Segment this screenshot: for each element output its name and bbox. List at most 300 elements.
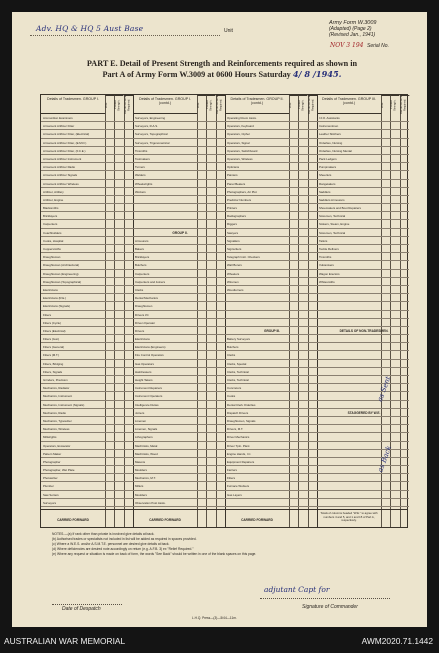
trade-label: Pattern Maker	[43, 451, 62, 456]
trade-label: Driver-Operator	[135, 320, 156, 325]
trade-label: Cooks	[227, 394, 236, 399]
carried-forward: CARRIED FORWARD	[133, 509, 197, 529]
trade-label: Electricians (R.E.)	[43, 296, 67, 301]
table-row	[317, 180, 409, 188]
table-row	[41, 499, 133, 507]
table-row	[41, 335, 133, 343]
title-date-suffix: 5.	[332, 69, 342, 79]
title-line-1: PART E. Detail of Present Strength and Reinforcements required as shown in	[86, 59, 358, 68]
trade-label: Leather Stitchers	[319, 132, 341, 137]
trade-label: Drivers	[135, 328, 145, 333]
column-header: Details of Tradesmen. GROUP II. (contd.)	[225, 95, 289, 114]
archive-id: AWM2020.71.1442	[361, 636, 433, 646]
trade-label: Saw Sorters	[43, 492, 59, 497]
trade-label: Gas Layers	[227, 492, 242, 497]
table-row	[133, 237, 225, 245]
form-title	[42, 58, 402, 80]
trade-label: Storemen, Technical	[319, 214, 346, 219]
table-row	[41, 253, 133, 261]
dispatch-label: Date of Despatch	[62, 606, 101, 612]
trade-label: Surveyors, Trigonometrical	[135, 140, 170, 145]
column-header: Details of Tradesmen. GROUP I.	[41, 95, 105, 114]
table-row	[317, 196, 409, 204]
table-row	[225, 409, 317, 417]
trade-label: Opticians	[227, 165, 240, 170]
table-row	[41, 278, 133, 286]
stat-column-header: Reinforcements Required.	[216, 95, 225, 114]
trade-label: Signallers	[227, 238, 240, 243]
table-row	[133, 171, 225, 179]
trade-label: Mechanics, Radio	[43, 410, 66, 415]
trade-label: Bricklayers	[135, 255, 150, 260]
trade-label: Orderlies, Nursing Mental	[319, 148, 352, 153]
trade-list	[41, 114, 133, 507]
table-row	[225, 130, 317, 138]
table-row	[41, 171, 133, 179]
trade-label: Dispatch Drivers	[227, 410, 249, 415]
trade-label: Joiners	[135, 410, 145, 415]
trade-label: Rangetakers	[319, 181, 336, 186]
trade-label: Lithographers	[135, 435, 153, 440]
table-row	[225, 368, 317, 376]
trade-label: Armament Artificer Fitter, (F.C.E.)	[43, 148, 86, 153]
table-row	[225, 376, 317, 384]
table-row	[225, 245, 317, 253]
table-row	[225, 122, 317, 130]
trade-label: Radiographers	[227, 214, 246, 219]
trade-label: Coppersmiths	[43, 247, 61, 251]
trade-label: Pumpmakers	[319, 165, 337, 170]
trade-label: Fitters (Cycle)	[43, 320, 61, 325]
table-row	[133, 343, 225, 351]
table-row	[317, 335, 409, 343]
trade-label: Butchers	[135, 263, 147, 268]
trade-label: Vulcanisers	[319, 263, 334, 268]
trade-label: Fitters, Bridging	[43, 361, 64, 366]
table-row	[133, 253, 225, 261]
trade-label: Shoemakers and Boot Repairers	[319, 206, 361, 211]
trade-label: Sheerlers	[319, 173, 332, 178]
trade-label: Moulders	[135, 492, 147, 497]
table-row	[225, 466, 317, 474]
trade-label: Mechanics, Radiator	[43, 386, 70, 391]
trade-label: Draughtsmen	[135, 304, 153, 309]
stat-column-header: Posted Strength.	[298, 95, 307, 114]
table-row	[317, 417, 409, 425]
date-stamp: NOV 3 194	[330, 42, 364, 49]
stat-column-header: Reinforcements Required.	[308, 95, 317, 114]
table-row	[225, 180, 317, 188]
table-row	[225, 302, 317, 310]
table-row	[225, 351, 317, 359]
table-row	[225, 335, 317, 343]
table-row	[225, 220, 317, 228]
table-row	[225, 343, 317, 351]
trade-label: Bakers	[135, 247, 144, 251]
table-row	[317, 294, 409, 302]
trade-label: Electricians	[135, 337, 150, 342]
table-row	[317, 286, 409, 294]
trade-label: Armament Artificer Signals	[43, 173, 78, 178]
table-row	[41, 180, 133, 188]
table-row	[133, 425, 225, 433]
table-row	[41, 319, 133, 327]
trade-label: Plumber	[43, 484, 54, 489]
table-row	[133, 458, 225, 466]
table-row	[133, 466, 225, 474]
trade-label: Predictor Numbers	[227, 197, 252, 202]
table-row	[317, 220, 409, 228]
column-header: Details of Tradesmen. GROUP I. (contd.)	[133, 95, 197, 114]
trade-label: Saddlers	[319, 189, 331, 194]
trade-label: Wheelers	[227, 271, 240, 276]
table-row	[133, 278, 225, 286]
handwritten-note: as Back	[376, 444, 394, 474]
title-prefix: Part A of Army Form W.3009 at 0600 Hours Saturday	[102, 70, 291, 79]
trade-label: Instrument Operators	[135, 394, 163, 399]
trade-label: Bricklayers	[43, 214, 58, 219]
table-row	[317, 319, 409, 327]
table-row	[133, 499, 225, 507]
trade-label: Electricians (Engineers)	[135, 345, 166, 350]
table-row	[133, 368, 225, 376]
trade-label: Furnace Workers	[227, 484, 250, 489]
trades-table	[40, 94, 408, 528]
table-row	[133, 196, 225, 204]
trade-label: Tinsmiths	[319, 255, 332, 260]
trade-label: I.F.O. Assistants	[319, 116, 340, 120]
table-row	[225, 261, 317, 269]
table-row	[133, 409, 225, 417]
table-row	[317, 237, 409, 245]
trade-label: Storemen, Technical	[319, 230, 346, 235]
table-row	[317, 188, 409, 196]
table-row	[133, 180, 225, 188]
table-row	[133, 433, 225, 441]
trade-label: Workers	[135, 189, 146, 194]
trade-label: Dental Mechanics	[135, 296, 158, 301]
table-row	[225, 384, 317, 392]
note-line: (e) Where any request or situation is made on back of form, the words "See Back" should be written in one of the blank spaces on this page.	[52, 552, 257, 556]
trade-label: Fitters, Signals	[43, 369, 63, 374]
table-row	[225, 360, 317, 368]
archive-caption	[0, 632, 439, 653]
table-row	[133, 245, 225, 253]
trade-label: Electricians	[43, 287, 58, 292]
trade-label: Wiremen	[227, 279, 239, 284]
trade-list	[133, 114, 225, 507]
form-sheet	[12, 12, 427, 627]
trade-label: Hairdressers	[135, 369, 152, 374]
trade-label: Fitters (Electrical)	[43, 328, 66, 333]
table-row	[317, 261, 409, 269]
table-row	[133, 261, 225, 269]
trade-label: Farriers	[227, 468, 237, 473]
table-row	[41, 188, 133, 196]
notes-block	[52, 532, 382, 557]
trade-label: Armament Artificer Wireless	[43, 181, 79, 186]
table-row	[41, 491, 133, 499]
table-row	[133, 450, 225, 458]
trade-label: Mechanics, Instrument	[43, 394, 73, 399]
trade-label: Whitesmiths	[319, 279, 335, 284]
trade-label: GROUP III.	[263, 328, 281, 333]
table-row	[317, 433, 409, 441]
serial-label: Serial No.	[367, 43, 389, 49]
table-row	[317, 130, 409, 138]
trade-label: Moulders	[135, 468, 147, 473]
table-row	[225, 491, 317, 499]
table-row	[317, 384, 409, 392]
table-row	[133, 155, 225, 163]
table-row	[225, 474, 317, 482]
trade-list	[317, 114, 409, 507]
stat-column-header: Posted Strength.	[114, 95, 123, 114]
table-row	[317, 392, 409, 400]
table-row	[133, 491, 225, 499]
trade-label: Painters	[227, 173, 238, 178]
table-row	[133, 319, 225, 327]
trade-label: Gas Operators	[135, 361, 154, 366]
trade-label: Artificer, Artillery	[43, 189, 64, 194]
trade-label: Operators, Switchboard	[227, 148, 258, 153]
table-row	[317, 351, 409, 359]
trade-label: Machinists, Wood	[135, 451, 158, 456]
table-row	[41, 409, 133, 417]
table-row	[133, 442, 225, 450]
handwritten-note: as Sent	[375, 375, 393, 403]
trade-label: Fitters (M.T.)	[43, 353, 60, 358]
table-row	[317, 401, 409, 409]
trade-label: Pack Ledgers	[319, 156, 337, 161]
carried-divider	[41, 509, 407, 510]
table-row	[41, 482, 133, 490]
table-row	[225, 401, 317, 409]
table-row	[133, 204, 225, 212]
table-row	[317, 360, 409, 368]
trade-label: Fitters	[43, 312, 52, 317]
table-row	[133, 270, 225, 278]
trade-label: Millers	[135, 484, 144, 489]
trade-label: Instrument Repairers	[135, 386, 162, 391]
trade-label: Height Takers	[135, 378, 153, 382]
trade-label: Photographer, Wet Plate	[43, 468, 75, 473]
trade-label: Ammunition Examiners	[43, 116, 73, 120]
trade-label: Carpenters	[43, 222, 58, 227]
table-row	[317, 327, 409, 335]
carried-forward: CARRIED FORWARD	[41, 509, 105, 529]
trade-label: Surveyors, Engineering	[135, 116, 166, 120]
table-row	[41, 442, 133, 450]
trade-label: Tailors	[319, 238, 328, 243]
table-row	[41, 425, 133, 433]
table-row	[41, 139, 133, 147]
dispatch-line	[52, 604, 122, 605]
table-row	[225, 188, 317, 196]
trade-label: Butchers	[227, 345, 239, 350]
table-row	[225, 237, 317, 245]
table-row	[41, 163, 133, 171]
table-row	[317, 458, 409, 466]
table-row	[41, 212, 133, 220]
table-row	[317, 270, 409, 278]
table-row	[225, 155, 317, 163]
totals-note: Totals of columns headed "W.E." to agree with numbers 4 and 5, and 1 and 15 of Part A, respectively.	[317, 509, 381, 529]
table-row	[133, 212, 225, 220]
table-row	[133, 188, 225, 196]
stat-column-header: W.E.	[105, 95, 114, 114]
table-row	[317, 204, 409, 212]
table-row	[225, 311, 317, 319]
table-row	[41, 466, 133, 474]
table-row	[133, 327, 225, 335]
trade-label: Draughtsman	[43, 255, 61, 260]
trade-label: Linemen, Signals	[135, 427, 158, 432]
table-row	[317, 450, 409, 458]
trade-label: Observation Post Assts.	[135, 500, 166, 505]
trade-label: DETAILS OF NON-TRADESMEN.	[339, 328, 389, 333]
table-row	[317, 482, 409, 490]
stat-column-header: Posted Strength.	[206, 95, 215, 114]
table-row	[225, 425, 317, 433]
table-row	[317, 474, 409, 482]
table-row	[225, 171, 317, 179]
trade-label: Carpenters and Joiners	[135, 279, 166, 284]
table-row	[41, 433, 133, 441]
table-row	[133, 311, 225, 319]
table-row	[225, 139, 317, 147]
trade-label: Grinders, Precision	[43, 378, 68, 382]
trade-label: Draughtsman (Architectural)	[43, 263, 80, 268]
table-row	[133, 351, 225, 359]
trade-label: Surveyors	[43, 500, 57, 505]
table-row	[317, 311, 409, 319]
trade-list	[225, 114, 317, 507]
trade-label: Equipment Repairers	[227, 459, 255, 464]
table-row	[225, 327, 317, 335]
table-row	[225, 499, 317, 507]
trade-label: Driver Tptn. Plant	[227, 443, 250, 448]
trade-label: Millwrights	[43, 435, 57, 440]
table-row	[225, 212, 317, 220]
trade-label: Draughtsman (Topographical)	[43, 279, 82, 284]
table-row	[41, 360, 133, 368]
table-row	[225, 433, 317, 441]
trade-label: Fire Control Operators	[135, 353, 164, 358]
stat-column-header: Posted Strength.	[390, 95, 399, 114]
table-row	[41, 401, 133, 409]
table-row	[133, 474, 225, 482]
trade-label: Armament Artificer Fitter, (Electrical)	[43, 132, 90, 137]
trade-label: STAGGERED BY W.E.	[347, 410, 381, 415]
trade-label: Armament Artificer Instrument	[43, 156, 82, 161]
table-row	[41, 261, 133, 269]
title-line-2	[42, 69, 402, 80]
trade-label: Mechanics, Instrument (Signals)	[43, 402, 85, 407]
trade-label: Wall Borers	[227, 263, 242, 268]
form-reference	[329, 20, 409, 38]
trade-label: Drivers I/C	[135, 312, 149, 317]
table-row	[41, 368, 133, 376]
table-row	[225, 319, 317, 327]
form-ref-line: (Adapted) (Page 2)	[329, 26, 372, 32]
table-row	[133, 376, 225, 384]
title-date: 4/ 8 /194	[292, 69, 333, 79]
table-row	[317, 343, 409, 351]
trade-label: Cooks, Hospital	[43, 238, 64, 243]
signature-line	[260, 598, 390, 599]
trade-label: Clerks, Technical	[227, 378, 249, 382]
trade-label: Operators, Keyboard	[227, 124, 254, 129]
trade-label: Dental Clerk Orderlies	[227, 402, 256, 407]
trade-label: Signwriters	[227, 247, 242, 251]
stat-column-header: Reinforcements Required.	[124, 95, 133, 114]
trade-label: Fitters	[227, 476, 236, 481]
table-row	[41, 204, 133, 212]
trade-label: Tinsmiths	[135, 148, 148, 153]
trade-label: Fitters (General)	[43, 345, 65, 350]
trade-label: Sawyers	[227, 230, 239, 235]
table-row	[133, 417, 225, 425]
trade-label: Surveyors, Topographical	[135, 132, 168, 137]
stat-column-header: Reinforcements Required.	[400, 95, 409, 114]
table-row	[41, 220, 133, 228]
trade-label: Wagon Erectors	[319, 271, 340, 276]
table-row	[133, 139, 225, 147]
table-row	[225, 482, 317, 490]
table-row	[41, 417, 133, 425]
table-row	[41, 376, 133, 384]
table-row	[133, 482, 225, 490]
trade-label: Textile Refiners	[319, 247, 339, 251]
table-row	[317, 155, 409, 163]
table-row	[317, 278, 409, 286]
trade-label: Photographer	[43, 459, 61, 464]
table-row	[225, 278, 317, 286]
stat-column-header: W.E.	[381, 95, 390, 114]
trade-label: Photographers, Air Plot	[227, 189, 257, 194]
trade-label: Surveyors, R.A.S.	[135, 124, 158, 129]
table-row	[133, 286, 225, 294]
table-row	[225, 270, 317, 278]
trade-label: Photowriter	[43, 476, 58, 481]
table-row	[133, 401, 225, 409]
trade-label: Armament Artificer Radio	[43, 165, 76, 170]
table-row	[41, 147, 133, 155]
trade-label: Operating Room Assts.	[227, 116, 257, 120]
trade-label: Panel Beaters	[227, 181, 246, 186]
trade-label: Mechanics, Typewriter	[43, 418, 72, 423]
table-row	[317, 253, 409, 261]
table-row	[225, 458, 317, 466]
table-row	[317, 147, 409, 155]
trade-label: Clerks	[135, 287, 144, 292]
trade-label: Operators, Cipher	[227, 132, 250, 137]
trade-label: Orderlies, Nursing	[319, 140, 343, 145]
table-row	[41, 458, 133, 466]
table-row	[41, 302, 133, 310]
table-row	[133, 229, 225, 237]
trade-label: Driver Mechanics	[227, 435, 250, 440]
trade-label: Toolmakers	[135, 156, 150, 161]
table-row	[317, 171, 409, 179]
trade-label: Engine Hands, I.C.	[227, 451, 252, 456]
archive-name: AUSTRALIAN WAR MEMORIAL	[4, 636, 126, 646]
trade-label: Woodturners	[227, 287, 244, 292]
trade-label: Printers	[227, 206, 237, 211]
table-row	[133, 384, 225, 392]
table-row	[41, 384, 133, 392]
